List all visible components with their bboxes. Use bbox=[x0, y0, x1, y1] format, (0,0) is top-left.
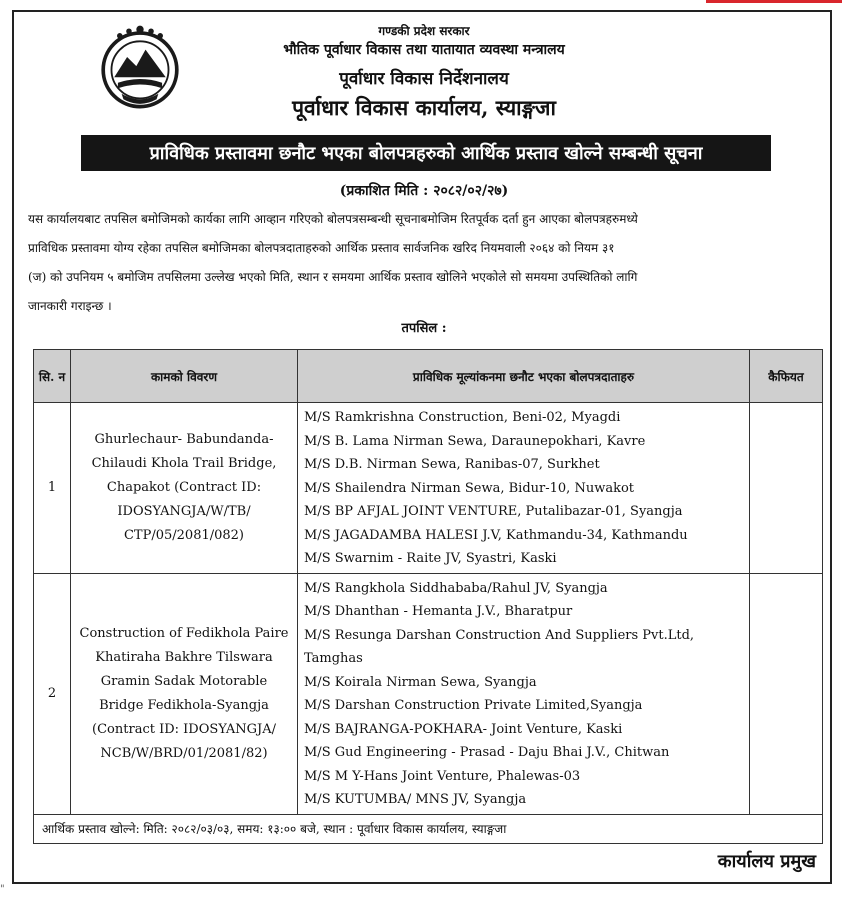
bidder-item: M/S JAGADAMBA HALESI J.V, Kathmandu-34, Kathmandu bbox=[304, 527, 688, 543]
row-remarks bbox=[750, 573, 823, 814]
row-bidders-list bbox=[298, 573, 750, 814]
bidder-item: M/S B. Lama Nirman Sewa, Daraunepokhari, Kavre bbox=[304, 433, 646, 449]
edge-mark: " bbox=[0, 884, 5, 895]
notice-body-line: (ज) को उपनियम ५ बमोजिम तपसिलमा उल्लेख भएको मिति, स्थान र समयमा आर्थिक प्रस्ताव खोलिने भएकोले सो समयमा उपस्थितिको लागि bbox=[28, 270, 638, 284]
notice-body-line: यस कार्यालयबाट तपसिल बमोजिमको कार्यका लागि आव्हान गरिएको बोलपत्रसम्बन्धी सूचनाबमोजिम रितपूर्वक दर्ता हुन आएका बोलपत्रहरुमध्ये bbox=[28, 212, 638, 226]
top-accent-bar bbox=[706, 0, 842, 3]
bidder-item: M/S Swarnim - Raite JV, Syastri, Kaski bbox=[304, 551, 557, 566]
bidder-item: M/S Dhanthan - Hemanta J.V., Bharatpur bbox=[304, 604, 573, 619]
bidder-item: M/S Ramkrishna Construction, Beni-02, Myagdi bbox=[304, 410, 621, 425]
header-selected-bidders: प्राविधिक मूल्यांकनमा छनौट भएका बोलपत्रदाताहरु bbox=[298, 350, 750, 403]
bidder-item: M/S Rangkhola Siddhababa/Rahul JV, Syangja bbox=[304, 580, 608, 596]
government-name: गण्डकी प्रदेश सरकार bbox=[378, 24, 470, 38]
row-serial-number: 2 bbox=[34, 573, 71, 814]
notice-body bbox=[28, 205, 823, 321]
table-header-row bbox=[34, 350, 823, 403]
bidder-item: M/S BP AFJAL JOINT VENTURE, Putalibazar-01, Syangja bbox=[304, 504, 683, 519]
bidder-item: M/S Darshan Construction Private Limited,Syangja bbox=[304, 698, 643, 713]
opening-schedule: आर्थिक प्रस्ताव खोल्ने: मिति: २०८२/०३/०३, समय: १३:०० बजे, स्थान : पूर्वाधार विकास कार्यालय, स्याङ्गजा bbox=[34, 814, 823, 843]
published-date: (प्रकाशित मिति : २०८२/०२/२७) bbox=[339, 183, 509, 199]
row-work-description: Ghurlechaur- Babundanda-Chilaudi Khola Trail Bridge, Chapakot (Contract ID: IDOSYANGJA/W/TB/ CTP/05/2081/082) bbox=[71, 403, 298, 574]
details-heading: तपसिल : bbox=[401, 321, 447, 336]
notice-body-line: जानकारी गराइन्छ । bbox=[28, 299, 112, 313]
notice-body-line: प्राविधिक प्रस्तावमा योग्य रहेका तपसिल बमोजिमका बोलपत्रदाताहरुको आर्थिक प्रस्ताव सार्वजनिक खरिद नियमवाली २०६४ को नियम ३१ bbox=[28, 241, 615, 255]
bidders-table bbox=[33, 349, 823, 844]
row-work-description: Construction of Fedikhola Paire Khatiraha Bakhre Tilswara Gramin Sadak Motorable Bridge Fedikhola-Syangja (Contract ID: IDOSYANGJA/ NCB/W/BRD/01/2081/82) bbox=[71, 573, 298, 814]
bidder-item: M/S KUTUMBA/ MNS JV, Syangja bbox=[304, 792, 527, 807]
header-work-description: कामको विवरण bbox=[71, 350, 298, 403]
bidder-item: M/S Gud Engineering - Prasad - Daju Bhai J.V., Chitwan bbox=[304, 745, 670, 760]
office-name: पूर्वाधार विकास कार्यालय, स्याङ्गजा bbox=[292, 95, 556, 120]
directorate-name: पूर्वाधार विकास निर्देशनालय bbox=[339, 69, 509, 89]
row-serial-number: 1 bbox=[34, 403, 71, 574]
bidder-item: M/S Koirala Nirman Sewa, Syangja bbox=[304, 674, 537, 690]
row-bidders-list bbox=[298, 403, 750, 574]
header-serial-number: सि. न bbox=[34, 350, 71, 403]
bidder-item: M/S Resunga Darshan Construction And Suppliers Pvt.Ltd, Tamghas bbox=[304, 627, 695, 666]
row-remarks bbox=[750, 403, 823, 574]
ministry-name: भौतिक पूर्वाधार विकास तथा यातायात व्यवस्था मन्त्रालय bbox=[283, 42, 565, 58]
bidder-item: M/S BAJRANGA-POKHARA- Joint Venture, Kaski bbox=[304, 721, 623, 737]
office-chief-signoff: कार्यालय प्रमुख bbox=[717, 851, 816, 872]
header-remarks: कैफियत bbox=[750, 350, 823, 403]
bidder-item: M/S Shailendra Nirman Sewa, Bidur-10, Nuwakot bbox=[304, 480, 635, 496]
notice-title: प्राविधिक प्रस्तावमा छनौट भएका बोलपत्रहरुको आर्थिक प्रस्ताव खोल्ने सम्बन्धी सूचना bbox=[81, 135, 771, 171]
table-row bbox=[34, 573, 823, 814]
bidder-item: M/S D.B. Nirman Sewa, Ranibas-07, Surkhet bbox=[304, 457, 600, 472]
table-row bbox=[34, 403, 823, 574]
table-footer-row bbox=[34, 814, 823, 843]
bidder-item: M/S M Y-Hans Joint Venture, Phalewas-03 bbox=[304, 768, 581, 784]
